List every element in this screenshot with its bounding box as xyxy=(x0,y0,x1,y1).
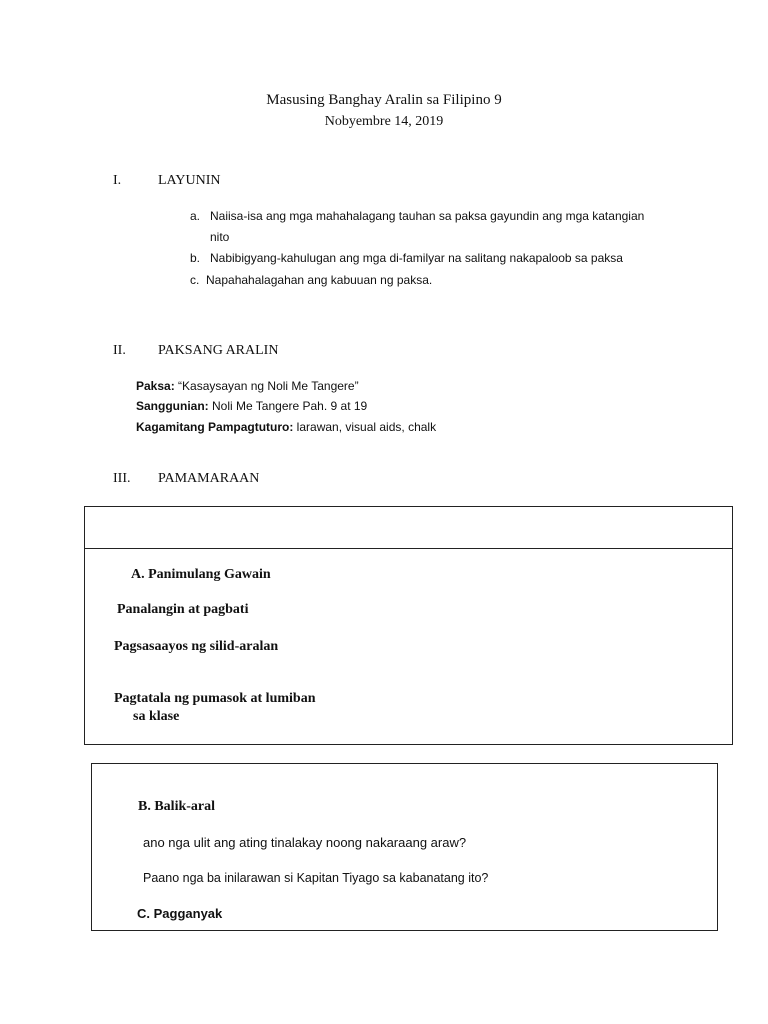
objective-a-text: Naiisa-isa ang mga mahahalagang tauhan sa paksa gayundin ang mga katangian xyxy=(210,209,645,223)
pagganyak-heading: C. Pagganyak xyxy=(137,906,223,921)
document-date: Nobyembre 14, 2019 xyxy=(324,114,444,129)
section-number-3: III. xyxy=(113,471,131,486)
section-number-2: II. xyxy=(113,343,126,358)
table-row-divider xyxy=(85,548,732,549)
section-number-1: I. xyxy=(113,173,122,188)
objective-a xyxy=(190,206,644,227)
kagamitan-label: Kagamitang Pampagtuturo: xyxy=(136,420,294,434)
panimulang-gawain-heading: A. Panimulang Gawain xyxy=(131,567,271,582)
objective-a-continuation: nito xyxy=(210,230,230,244)
balik-aral-heading: B. Balik-aral xyxy=(138,799,216,814)
objective-a-label: a. xyxy=(190,209,201,223)
objective-c-text: Napahahalagahan ang kabuuan ng paksa. xyxy=(206,273,433,287)
sanggunian-value: Noli Me Tangere Pah. 9 at 19 xyxy=(208,399,368,413)
objective-b xyxy=(190,248,623,269)
kagamitan-value: larawan, visual aids, chalk xyxy=(293,420,437,434)
panalangin-item: Panalangin at pagbati xyxy=(117,602,249,617)
pagtatala-item-continuation: sa klase xyxy=(133,709,180,724)
objective-b-label: b. xyxy=(190,251,201,265)
paksa-value: “Kasaysayan ng Noli Me Tangere” xyxy=(174,379,359,393)
balik-aral-question-2: Paano nga ba inilarawan si Kapitan Tiyago sa kabanatang ito? xyxy=(143,871,489,885)
pamamaraan-table-a xyxy=(84,506,733,745)
objective-c xyxy=(190,270,432,291)
objective-b-text: Nabibigyang-kahulugan ang mga di-familyar na salitang nakapaloob sa paksa xyxy=(210,251,623,265)
section-title-pamamaraan: PAMAMARAAN xyxy=(158,471,260,486)
balik-aral-question-1: ano nga ulit ang ating tinalakay noong nakaraang araw? xyxy=(143,835,467,850)
sanggunian-line xyxy=(136,399,367,413)
kagamitan-line xyxy=(136,420,436,434)
section-title-paksang-aralin: PAKSANG ARALIN xyxy=(158,343,279,358)
section-title-layunin: LAYUNIN xyxy=(158,173,221,188)
pagsasaayos-item: Pagsasaayos ng silid-aralan xyxy=(114,639,279,654)
paksa-line xyxy=(136,379,359,393)
sanggunian-label: Sanggunian: xyxy=(136,399,209,413)
document-title: Masusing Banghay Aralin sa Filipino 9 xyxy=(266,92,502,108)
pagtatala-item: Pagtatala ng pumasok at lumiban xyxy=(114,691,316,706)
paksa-label: Paksa: xyxy=(136,379,175,393)
objective-c-label: c. xyxy=(190,273,200,287)
